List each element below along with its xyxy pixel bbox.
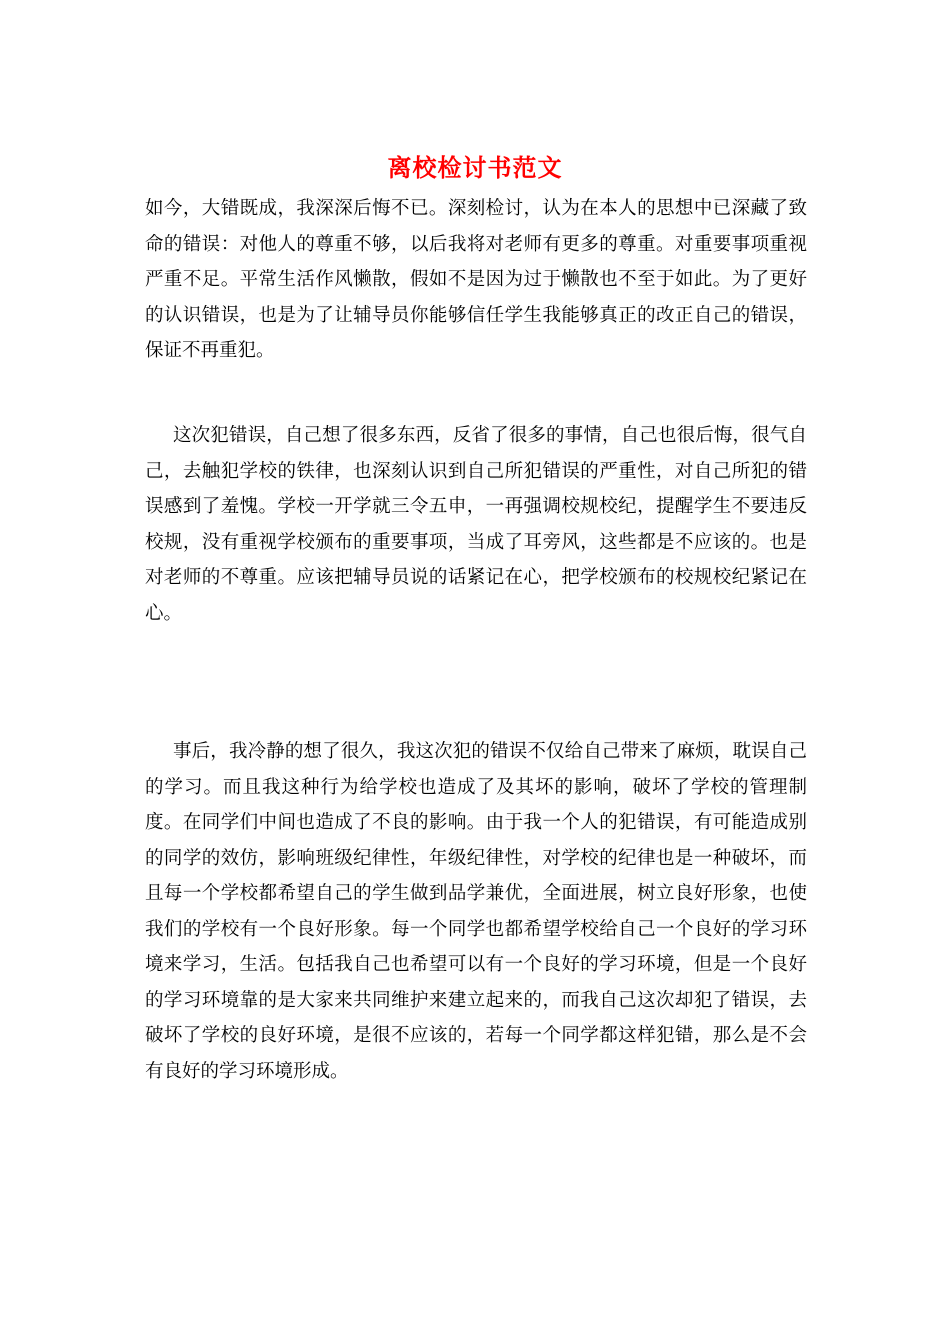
paragraph-3: 事后，我冷静的想了很久，我这次犯的错误不仅给自己带来了麻烦，耽误自己的学习。而且我这种行为给学校也造成了及其坏的影响，破坏了学校的管理制度。在同学们中间也造成了不良的影响。由于我一个人的犯错误，有可能造成别的同学的效仿，影响班级纪律性，年级纪律性，对学校的纪律也是一种破坏，而且每一个学校都希望自己的学生做到品学兼优，全面进展，树立良好形象，也使我们的学校有一个良好形象。每一个同学也都希望学校给自己一个良好的学习环境来学习，生活。包括我自己也希望可以有一个良好的学习环境，但是一个良好的学习环境靠的是大家来共同维护来建立起来的，而我自己这次却犯了错误，去破坏了学校的良好环境，是很不应该的，若每一个同学都这样犯错，那么是不会有良好的学习环境形成。 [145,741,807,1082]
paragraph-1: 如今，大错既成，我深深后悔不已。深刻检讨，认为在本人的思想中已深藏了致命的错误：对他人的尊重不够，以后我将对老师有更多的尊重。对重要事项重视严重不足。平常生活作风懒散，假如不是因为过于懒散也不至于如此。为了更好的认识错误，也是为了让辅导员你能够信任学生我能够真正的改正自己的错误，保证不再重犯。 [145,198,807,361]
document-title: 离校检讨书范文 [387,153,563,182]
paragraph-2: 这次犯错误，自己想了很多东西，反省了很多的事情，自己也很后悔，很气自己，去触犯学校的铁律，也深刻认识到自己所犯错误的严重性，对自己所犯的错误感到了羞愧。学校一开学就三令五申，一再强调校规校纪，提醒学生不要违反校规，没有重视学校颁布的重要事项，当成了耳旁风，这些都是不应该的。也是对老师的不尊重。应该把辅导员说的话紧记在心，把学校颁布的校规校纪紧记在心。 [145,425,807,624]
